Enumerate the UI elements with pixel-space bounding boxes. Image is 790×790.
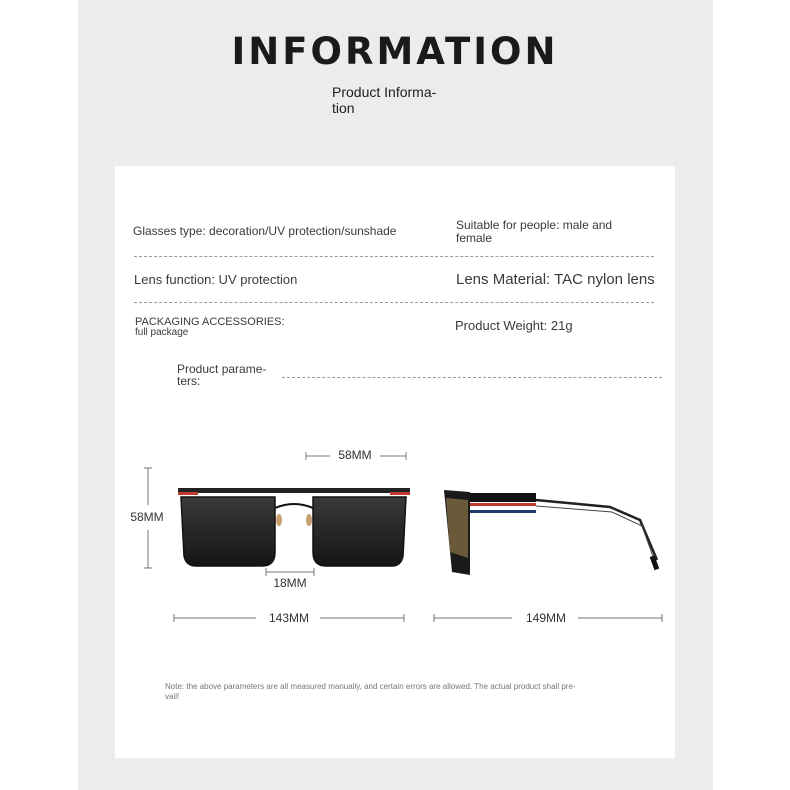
lens-material-text: Lens Material: TAC nylon lens <box>456 271 655 288</box>
bridge-width-label: 18MM <box>273 576 307 590</box>
temple-length-label: 149MM <box>525 611 566 625</box>
suitable-for-text: Suitable for people: male and female <box>456 218 613 245</box>
page-title: INFORMATION <box>231 30 559 73</box>
lens-width-label: 58MM <box>338 448 372 462</box>
parameters-label: Product parame- ters: <box>177 362 267 388</box>
product-weight-text: Product Weight: 21g <box>455 318 573 333</box>
lens-height-label: 58MM <box>130 510 164 524</box>
frame-width-label: 143MM <box>268 611 309 625</box>
packaging-label: PACKAGING ACCESSORIES: <box>135 316 285 328</box>
glasses-type-text: Glasses type: decoration/UV protection/sunshade <box>133 224 397 238</box>
packaging-value: full package <box>135 327 189 338</box>
lens-function-text: Lens function: UV protection <box>134 272 298 287</box>
page-subtitle: Product Informa- tion <box>332 84 437 116</box>
measurement-note: Note: the above parameters are all measured manually, and certain errors are allowed. The actual product shall pre- vail! <box>165 682 576 701</box>
